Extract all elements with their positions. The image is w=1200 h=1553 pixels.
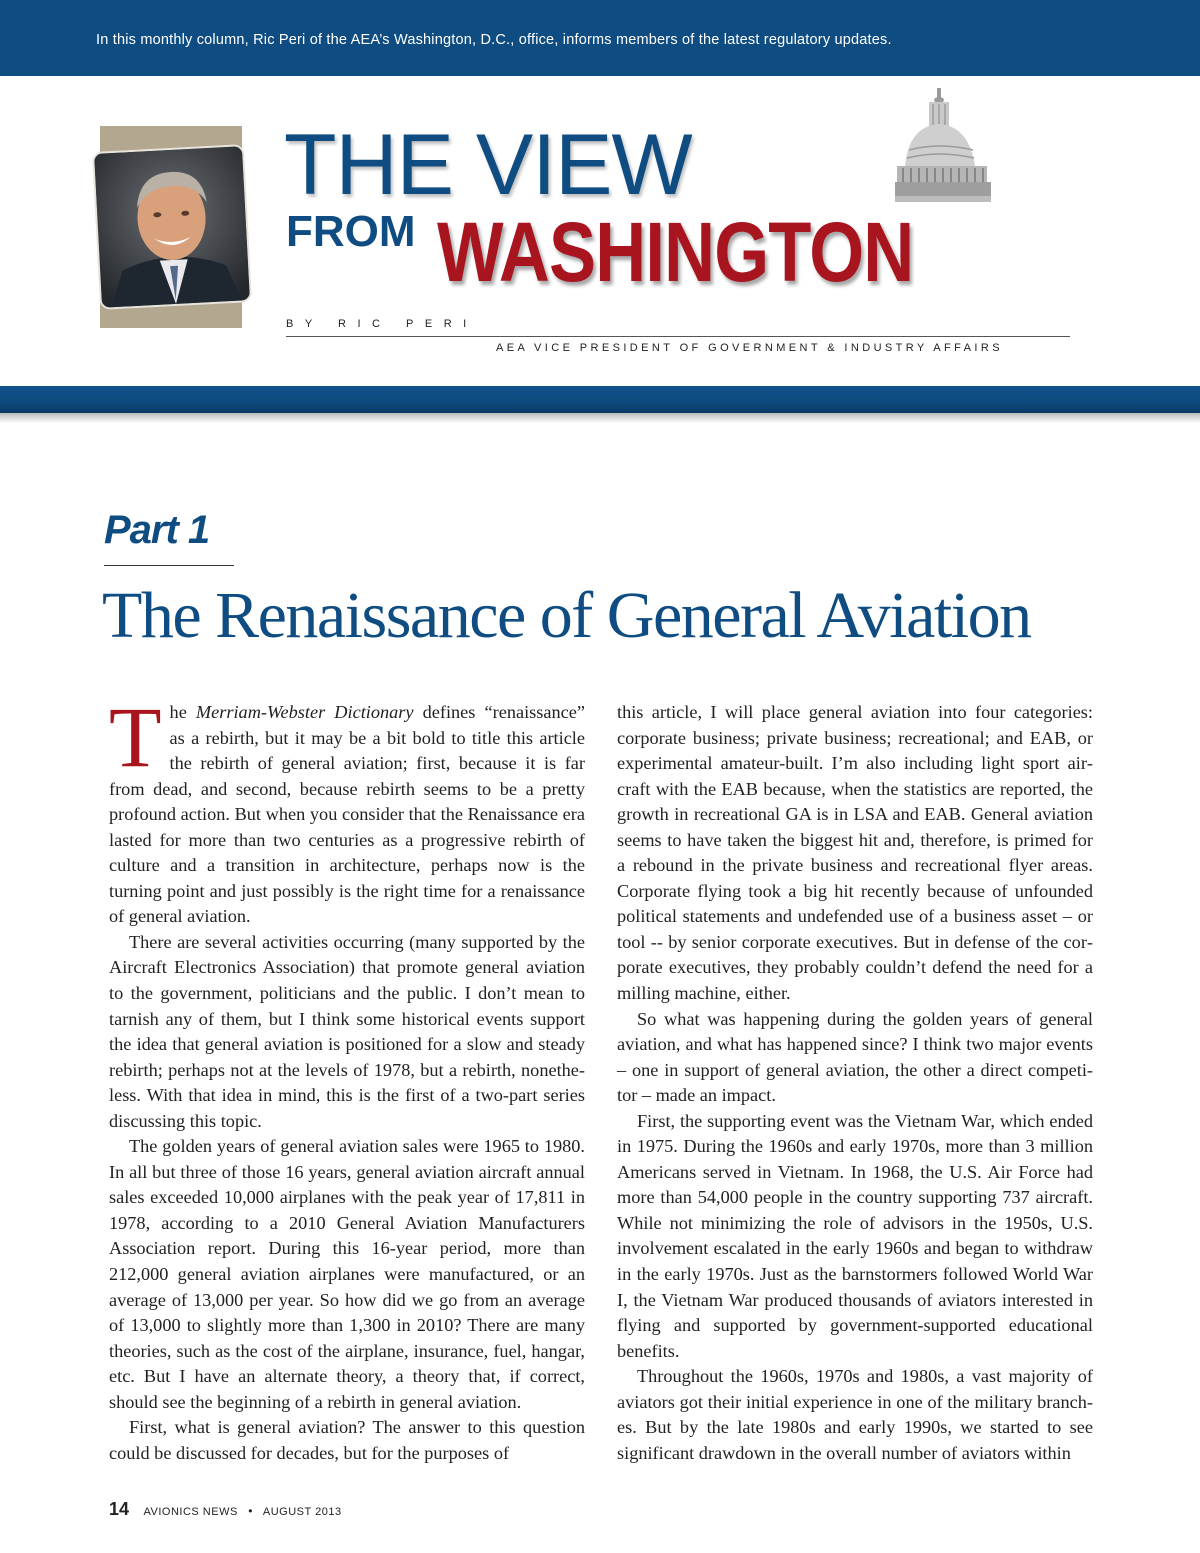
author-photo	[92, 144, 252, 310]
article-column-left	[109, 689, 585, 1466]
paragraph-1	[109, 689, 585, 930]
capitol-dome-icon	[895, 86, 1035, 216]
author-title: AEA VICE PRESIDENT OF GOVERNMENT & INDUSTRY AFFAIRS	[496, 342, 1003, 354]
page-footer	[109, 1499, 342, 1520]
title-the-view: THE VIEW	[284, 117, 692, 213]
header-divider-band	[0, 386, 1200, 413]
paragraph-4: First, what is general aviation? The answer to this question could be discussed for decades, but for the purposes of	[109, 1417, 585, 1463]
byline: BY RIC PERI	[286, 318, 478, 330]
paragraph-3: The golden years of general aviation sales were 1965 to 1980. In all but three of those 16 years, general aviation aircraft annual sales exceeded 10,000 airplanes with the peak year of 17,811 in 1978, according to a 2010 General Aviation Manufacturers Association report. During this 16-year period, more than 212,000 general aviation airplanes were manufactured, or an average of 13,000 per year. So how did we go from an average of 13,000 to slightly more than 1,300 in 2010? There are many theories, such as the cost of the airplane, insurance, fuel, hangar, etc. But I have an alternate theory, a theory that, if correct, should see the beginning of a rebirth in general aviation.	[109, 1136, 585, 1412]
band-shadow	[0, 413, 1200, 423]
article-title: The Renaissance of General Aviation	[102, 579, 1031, 652]
issue-date: AUGUST 2013	[262, 1506, 342, 1518]
header-banner	[0, 0, 1200, 76]
part-label: Part 1	[104, 508, 210, 552]
dictionary-title: Merriam-Webster Dictionary	[195, 702, 414, 722]
byline-divider	[286, 336, 1070, 337]
drop-cap: T	[109, 689, 162, 785]
footer-bullet: •	[248, 1504, 253, 1518]
paragraph-1-start: he	[169, 702, 196, 722]
paragraph-2: There are several activities occurring (many supported by the Aircraft Electronics Association) that promote general aviation to the government, politicians and the public. I don’t mean to tarnish any of them, but I think some historical events support the idea that general aviation is positioned for a slow and steady rebirth; perhaps not at the levels of 1978, but a rebirth, nonetheless. With that idea in mind, this is the first of a two-part series discussing this topic.	[109, 931, 585, 1131]
title-washington: WASHINGTON	[437, 205, 914, 299]
publication-name: AVIONICS NEWS	[143, 1506, 238, 1518]
column-intro: In this monthly column, Ric Peri of the AEA’s Washington, D.C., office, informs members of the latest regulatory updates.	[96, 32, 892, 48]
author-portrait-icon	[94, 146, 250, 308]
paragraph-7: Throughout the 1960s, 1970s and 1980s, a vast majority of aviators got their initial experience in one of the military branches. But by the late 1980s and early 1990s, we started to see significant drawdown in the overall number of aviators within	[617, 1366, 1093, 1463]
paragraph-4-continued: this article, I will place general aviation into four categories: corporate business; private business; recreational; and EAB, or experimental amateur-built. I’m also including light sport aircraft with the EAB because, when the statistics are reported, the growth in recreational GA is in LSA and EAB. General aviation seems to have taken the biggest hit and, therefore, is primed for a rebound in the private business and recreational flyer areas. Corporate flying took a big hit recently because of unfounded political statements and undefended use of a business asset – or tool -- by senior corporate executives. But in defense of the corporate executives, they probably couldn’t defend the need for a milling machine, either.	[617, 702, 1093, 1004]
part-divider	[104, 565, 234, 566]
paragraph-6: First, the supporting event was the Vietnam War, which ended in 1975. During the 1960s and early 1970s, more than 3 million Americans served in Vietnam. In 1968, the U.S. Air Force had more than 54,000 people in the country supporting 737 aircraft. While not minimizing the role of advisors in the 1950s, U.S. involvement escalated in the early 1960s and began to withdraw in the early 1970s. Just as the barnstormers followed World War I, the Vietnam War produced thousands of aviators interested in flying and supported by government-supported educational benefits.	[617, 1110, 1093, 1361]
page-number: 14	[109, 1499, 130, 1519]
title-from: FROM	[286, 207, 416, 256]
paragraph-1-body: defines “renaissance” as a rebirth, but it may be a bit bold to title this article the rebirth of general aviation; first, because it is far from dead, and second, because rebirth seems to be a pretty profound action. But when you consider that the Renaissance era lasted for more than two centuries as a progressive rebirth of culture and a transition in architecture, perhaps now is the turning point and just possibly is the right time for a renaissance of general aviation.	[109, 702, 585, 927]
article-column-right	[617, 700, 1093, 1466]
paragraph-5: So what was happening during the golden years of general aviation, and what has happened since? I think two major events – one in support of general aviation, the other a direct competitor – made an impact.	[617, 1008, 1093, 1106]
